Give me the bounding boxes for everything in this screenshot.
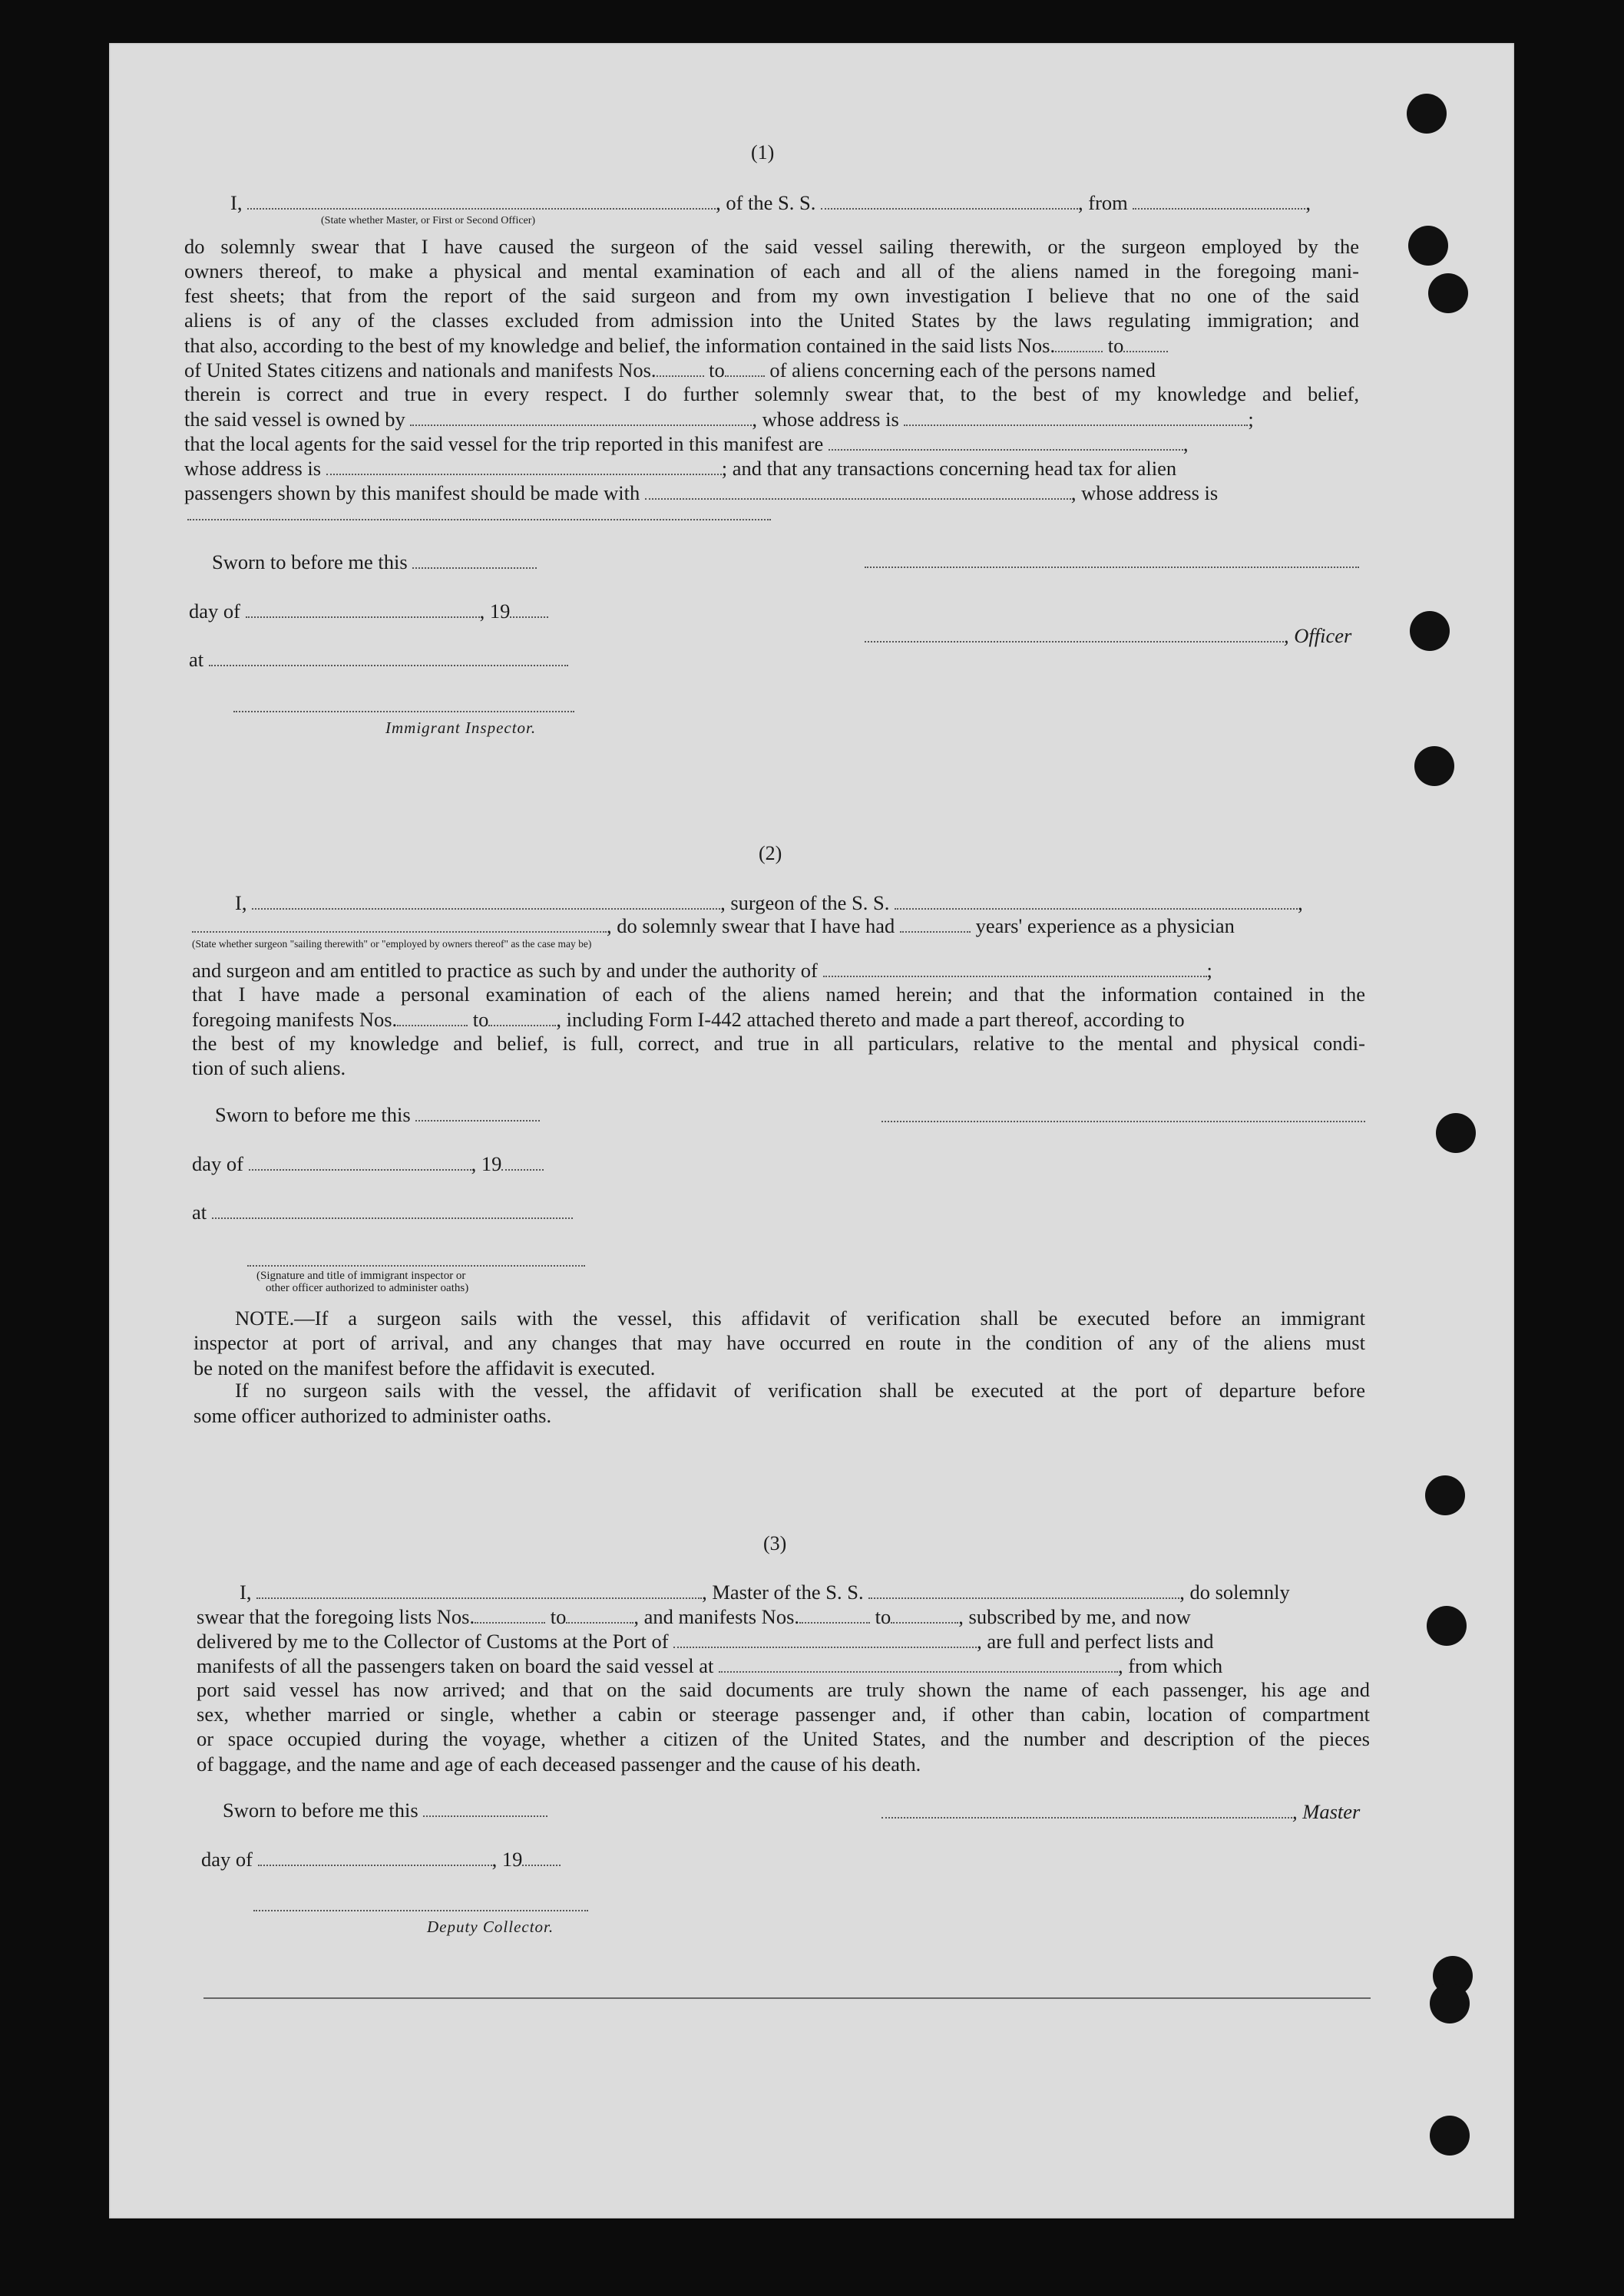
master-name-field[interactable] xyxy=(247,193,716,210)
s2-year-field[interactable] xyxy=(501,1154,544,1171)
s1-line-9: the said vessel is owned by , whose address is ; xyxy=(184,408,1254,431)
s3-manifests-to-field[interactable] xyxy=(891,1607,958,1624)
s1-sworn: Sworn to before me this xyxy=(212,550,537,574)
section-2-number: (2) xyxy=(759,842,782,864)
port-of-field[interactable] xyxy=(673,1631,977,1648)
sworn-date-field[interactable] xyxy=(412,552,537,569)
s1-inspector-label: Immigrant Inspector. xyxy=(385,719,537,737)
place-field[interactable] xyxy=(209,649,568,666)
s2-line-5: foregoing manifests Nos. to , including Form I-442 attached thereto and made a part thereof, according to xyxy=(192,1008,1185,1031)
s3-sworn-date-field[interactable] xyxy=(423,1800,547,1817)
s1-officer: , Officer xyxy=(865,623,1351,648)
bottom-rule xyxy=(203,1997,1371,1999)
s3-line-5: port said vessel has now arrived; and that on the said documents are truly shown the name of each passenger, his age and xyxy=(197,1678,1370,1701)
s3-line-6: sex, whether married or single, whether a cabin or steerage passenger and, if other than cabin, location of compartment xyxy=(197,1703,1370,1726)
s1-line-4: fest sheets; that from the report of the said surgeon and from my own investigation I believe that no one of the said xyxy=(184,284,1359,307)
s3-line-4: manifests of all the passengers taken on board the said vessel at , from which xyxy=(197,1654,1223,1677)
punch-hole xyxy=(1425,1475,1465,1515)
local-agents-field[interactable] xyxy=(829,434,1183,451)
ship-name-field[interactable] xyxy=(821,193,1078,210)
s2-sig-note-2: other officer authorized to administer oaths) xyxy=(266,1282,469,1294)
officer-field[interactable] xyxy=(865,626,1284,643)
s2-sworn-date-field[interactable] xyxy=(415,1105,540,1122)
s2-note-line-3: be noted on the manifest before the affidavit is executed. xyxy=(193,1356,656,1379)
punch-hole xyxy=(1430,2116,1470,2156)
s1-line-12: passengers shown by this manifest should be made with , whose address is xyxy=(184,481,1219,504)
s2-manifests-to-field[interactable] xyxy=(488,1009,556,1026)
s2-line-2: , do solemnly swear that I have had years' experience as a physician xyxy=(192,913,1235,938)
day-field[interactable] xyxy=(246,601,480,618)
punch-hole xyxy=(1414,746,1454,786)
s2-note2-line-1: If no surgeon sails with the vessel, the affidavit of verification shall be executed at the port of departure before xyxy=(235,1379,1365,1402)
s1-line-1: I, , of the S. S. , from , xyxy=(230,191,1311,214)
surgeon-status-field[interactable] xyxy=(192,916,607,933)
s2-line-3: and surgeon and am entitled to practice as such by and under the authority of ; xyxy=(192,959,1212,982)
manifests-from-field[interactable] xyxy=(657,360,704,377)
s3-year-field[interactable] xyxy=(522,1849,561,1866)
s1-line-10: that the local agents for the said vessel for the trip reported in this manifest are , xyxy=(184,432,1189,455)
owner-address-field[interactable] xyxy=(904,409,1248,426)
punch-hole xyxy=(1408,226,1448,266)
s3-manifests-from-field[interactable] xyxy=(799,1607,870,1624)
s1-line-6: that also, according to the best of my knowledge and belief, the information contained in the said lists Nos. to xyxy=(184,333,1168,358)
s2-line-1: I, , surgeon of the S. S. , xyxy=(235,891,1303,914)
surgeon-name-field[interactable] xyxy=(252,893,720,910)
authority-field[interactable] xyxy=(823,960,1207,977)
s3-lists-from-field[interactable] xyxy=(475,1607,545,1624)
s2-inspector-signature-line[interactable] xyxy=(247,1265,585,1267)
s2-manifests-from-field[interactable] xyxy=(397,1009,468,1026)
s1-line-8: therein is correct and true in every respect. I do further solemnly swear that, to the best of my knowledge and belief, xyxy=(184,382,1359,405)
s2-field-note: (State whether surgeon "sailing therewith" or "employed by owners thereof" as the case may be) xyxy=(192,938,592,950)
contact-address-field[interactable] xyxy=(187,519,771,520)
section-3-number: (3) xyxy=(763,1532,787,1554)
s3-line-7: or space occupied during the voyage, whether a citizen of the United States, and the number and description of the pieces xyxy=(197,1727,1370,1750)
years-experience-field[interactable] xyxy=(900,916,971,933)
s3-collector-label: Deputy Collector. xyxy=(427,1918,554,1936)
s3-sworn: Sworn to before me this xyxy=(223,1798,547,1822)
vessel-owner-field[interactable] xyxy=(410,409,752,426)
punch-hole xyxy=(1428,273,1468,313)
s2-day-of: day of , 19 xyxy=(192,1151,544,1176)
s3-line-8: of baggage, and the name and age of each deceased passenger and the cause of his death. xyxy=(197,1753,921,1776)
s2-note-line-1: NOTE.—If a surgeon sails with the vessel, this affidavit of verification shall be executed before an immigrant xyxy=(235,1307,1365,1330)
s3-line-1: I, , Master of the S. S. , do solemnly xyxy=(240,1581,1290,1604)
s2-place-field[interactable] xyxy=(212,1202,573,1219)
boarding-port-field[interactable] xyxy=(719,1656,1118,1673)
surgeon-ship-field[interactable] xyxy=(895,893,1298,910)
s2-line-6: the best of my knowledge and belief, is full, correct, and true in all particulars, relative to the mental and physical condi- xyxy=(192,1032,1365,1055)
head-tax-contact-field[interactable] xyxy=(645,483,1071,500)
manifests-to-field[interactable] xyxy=(725,360,765,377)
punch-hole xyxy=(1410,611,1450,651)
collector-signature-line[interactable] xyxy=(253,1910,588,1911)
s3-day-of: day of , 19 xyxy=(201,1847,561,1871)
s3-ship-field[interactable] xyxy=(868,1582,1179,1599)
officer-signature-line[interactable] xyxy=(865,567,1359,568)
s1-day-of: day of , 19 xyxy=(189,599,548,623)
s2-day-field[interactable] xyxy=(249,1154,471,1171)
punch-hole xyxy=(1427,1606,1467,1646)
agents-address-field[interactable] xyxy=(326,458,722,475)
s1-line-2: do solemnly swear that I have caused the surgeon of the said vessel sailing therewith, or the surgeon employed by the xyxy=(184,235,1359,258)
s1-line-3: owners thereof, to make a physical and mental examination of each and all of the aliens named in the foregoing mani- xyxy=(184,259,1359,282)
s2-note2-line-2: some officer authorized to administer oaths. xyxy=(193,1404,552,1427)
s2-line-7: tion of such aliens. xyxy=(192,1056,346,1079)
s3-day-field[interactable] xyxy=(258,1849,492,1866)
punch-hole xyxy=(1436,1113,1476,1153)
s3-master-name-field[interactable] xyxy=(256,1582,702,1599)
s3-master: , Master xyxy=(881,1799,1360,1824)
s1-line-11: whose address is ; and that any transactions concerning head tax for alien xyxy=(184,457,1177,480)
punch-hole xyxy=(1430,1984,1470,2023)
s2-at: at xyxy=(192,1200,573,1224)
s1-line-7: of United States citizens and nationals and manifests Nos. to of aliens concerning each of the persons named xyxy=(184,358,1156,382)
s1-field-note: (State whether Master, or First or Second Officer) xyxy=(321,215,536,226)
inspector-signature-line[interactable] xyxy=(233,711,574,712)
punch-hole xyxy=(1407,94,1447,134)
s1-line-5: aliens is of any of the classes excluded from admission into the United States by the laws regulating immigration; and xyxy=(184,309,1359,332)
s1-at: at xyxy=(189,647,568,672)
s3-line-3: delivered by me to the Collector of Customs at the Port of , are full and perfect lists and xyxy=(197,1630,1214,1653)
master-signature-field[interactable] xyxy=(881,1802,1292,1819)
lists-to-field[interactable] xyxy=(1123,335,1168,352)
s2-sworn: Sworn to before me this xyxy=(215,1102,540,1127)
s2-sig-note-1: (Signature and title of immigrant inspector or xyxy=(256,1270,466,1282)
section-1-number: (1) xyxy=(751,141,775,164)
surgeon-signature-line[interactable] xyxy=(881,1121,1365,1122)
lists-from-field[interactable] xyxy=(1055,335,1103,352)
s2-note-line-2: inspector at port of arrival, and any changes that may have occurred en route in the condition of any of the aliens must xyxy=(193,1331,1365,1354)
year-field[interactable] xyxy=(510,601,548,618)
s3-line-2: swear that the foregoing lists Nos. to , and manifests Nos. to , subscribed by me, and now xyxy=(197,1605,1191,1628)
port-from-field[interactable] xyxy=(1133,193,1305,210)
s3-lists-to-field[interactable] xyxy=(566,1607,633,1624)
s2-line-4: that I have made a personal examination of each of the aliens named herein; and that the information contained in the xyxy=(192,983,1365,1006)
